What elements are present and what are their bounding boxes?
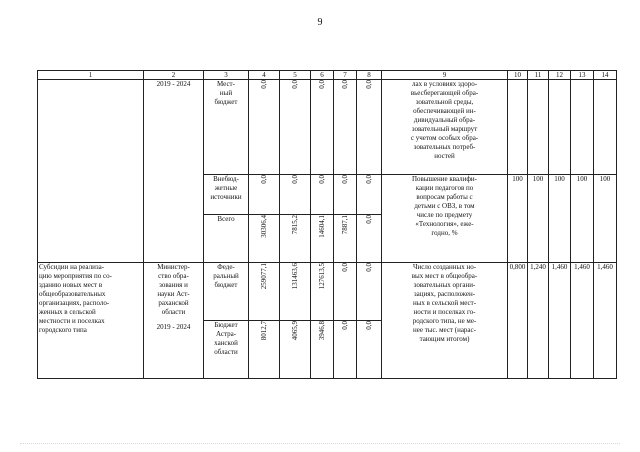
- value-year: 0,0: [364, 175, 373, 184]
- value-year: 3946,8: [317, 321, 326, 341]
- indicator-text: Число созданных но- вых мест в общеобра- зовательных органи- зациях, расположен- ных в сельской мест- ности и поселках го- родского типа, не ме- нее тыс. мест (нарас- тающим итогом): [382, 263, 508, 379]
- column-number: 2: [144, 71, 204, 80]
- column-number: 8: [357, 71, 382, 80]
- value-cell: [334, 175, 357, 215]
- funding-source: Всего: [204, 215, 249, 263]
- value-year: 14604,1: [317, 215, 326, 238]
- value-year: 0,0: [290, 175, 299, 184]
- measure-name-cell: [38, 80, 144, 263]
- value-cell: [249, 263, 280, 321]
- executor-cell: [144, 263, 204, 379]
- column-number: 12: [549, 71, 571, 80]
- program-table: [37, 70, 617, 379]
- target-value: 100: [594, 175, 617, 263]
- value-cell: [280, 175, 311, 215]
- value-year: 0,0: [290, 80, 299, 89]
- value-year: 0,0: [364, 215, 373, 224]
- page-number: 9: [317, 17, 323, 28]
- value-total: 30306,4: [259, 215, 268, 238]
- measure-name: Субсидии на реализа- цию мероприятия по со- зданию новых мест в общеобразовательных организациях, располо- женных в сельской местности и поселках городского типа: [38, 263, 144, 379]
- target-value: 100: [549, 175, 571, 263]
- value-cell: [311, 215, 334, 263]
- value-cell: [249, 321, 280, 379]
- column-number: 3: [204, 71, 249, 80]
- table-row: [38, 263, 617, 321]
- value-cell: [357, 263, 382, 321]
- value-cell: [334, 215, 357, 263]
- value-cell: [311, 321, 334, 379]
- value-cell: [357, 215, 382, 263]
- target-value: 1,240: [528, 263, 549, 379]
- value-cell: [311, 263, 334, 321]
- column-number: 11: [528, 71, 549, 80]
- value-cell: [280, 263, 311, 321]
- value-year: 7815,2: [290, 215, 299, 235]
- funding-source: Мест- ный бюджет: [204, 80, 249, 175]
- target-value: 100: [528, 175, 549, 263]
- target-value: 0,800: [508, 263, 528, 379]
- target-cell: [549, 80, 571, 175]
- executor-name: Министер- ство обра- зования и науки Аст- раханской области: [157, 263, 190, 316]
- value-cell: [357, 175, 382, 215]
- value-year: 0,0: [340, 321, 349, 330]
- value-cell: [249, 215, 280, 263]
- value-year: 0,0: [364, 263, 373, 272]
- column-number: 13: [571, 71, 594, 80]
- value-cell: [334, 321, 357, 379]
- value-cell: [280, 215, 311, 263]
- indicator-text: лах в условиях здоро- вьесберегающей обра- зовательной среды, обеспечивающей ин- дивидуальный обра- зовательный маршрут с учетом особых обра- зовательных потреб- ностей: [382, 80, 508, 175]
- value-year: 7887,1: [340, 215, 349, 235]
- value-year: 0,0: [340, 263, 349, 272]
- target-cell: [571, 80, 594, 175]
- column-number: 4: [249, 71, 280, 80]
- value-year: 0,0: [364, 80, 373, 89]
- value-year: 0,0: [340, 175, 349, 184]
- value-cell: [280, 80, 311, 175]
- value-total: 0,0: [259, 175, 268, 184]
- target-cell: [508, 80, 528, 175]
- target-cell: [594, 80, 617, 175]
- value-cell: [334, 80, 357, 175]
- column-number: 9: [382, 71, 508, 80]
- value-cell: [280, 321, 311, 379]
- funding-source: Бюджет Астра- ханской области: [204, 321, 249, 379]
- table-row: [38, 80, 617, 175]
- target-cell: [528, 80, 549, 175]
- value-year: 0,0: [317, 80, 326, 89]
- target-value: 1,460: [571, 263, 594, 379]
- column-number: 6: [311, 71, 334, 80]
- column-number: 7: [334, 71, 357, 80]
- value-year: 131463,6: [290, 263, 299, 290]
- column-number: 10: [508, 71, 528, 80]
- indicator-text: Повышение квалифи- кации педагогов по вопросам работы с детьми с ОВЗ, в том числе по предмету «Технология», еже- годно, %: [382, 175, 508, 263]
- period-cell: 2019 - 2024: [144, 80, 204, 263]
- value-cell: [311, 80, 334, 175]
- target-value: 100: [508, 175, 528, 263]
- target-value: 1,460: [549, 263, 571, 379]
- column-number: 14: [594, 71, 617, 80]
- value-year: 0,0: [364, 321, 373, 330]
- value-cell: [334, 263, 357, 321]
- column-number: 1: [38, 71, 144, 80]
- period-text: 2019 - 2024: [156, 323, 191, 331]
- target-value: 100: [571, 175, 594, 263]
- value-cell: [249, 80, 280, 175]
- value-cell: [311, 175, 334, 215]
- value-total: 0,0: [259, 80, 268, 89]
- value-year: 4065,9: [290, 321, 299, 341]
- scan-artifact-line: [20, 443, 620, 445]
- value-cell: [249, 175, 280, 215]
- value-year: 127613,5: [317, 263, 326, 290]
- value-total: 8012,7: [259, 321, 268, 341]
- value-cell: [357, 80, 382, 175]
- value-total: 259077,1: [259, 263, 268, 290]
- funding-source: Феде- ральный бюджет: [204, 263, 249, 321]
- value-year: 0,0: [317, 175, 326, 184]
- column-number-row: [38, 71, 617, 80]
- target-value: 1,460: [594, 263, 617, 379]
- value-year: 0,0: [340, 80, 349, 89]
- column-number: 5: [280, 71, 311, 80]
- value-cell: [357, 321, 382, 379]
- funding-source: Внебюд- жетные источники: [204, 175, 249, 215]
